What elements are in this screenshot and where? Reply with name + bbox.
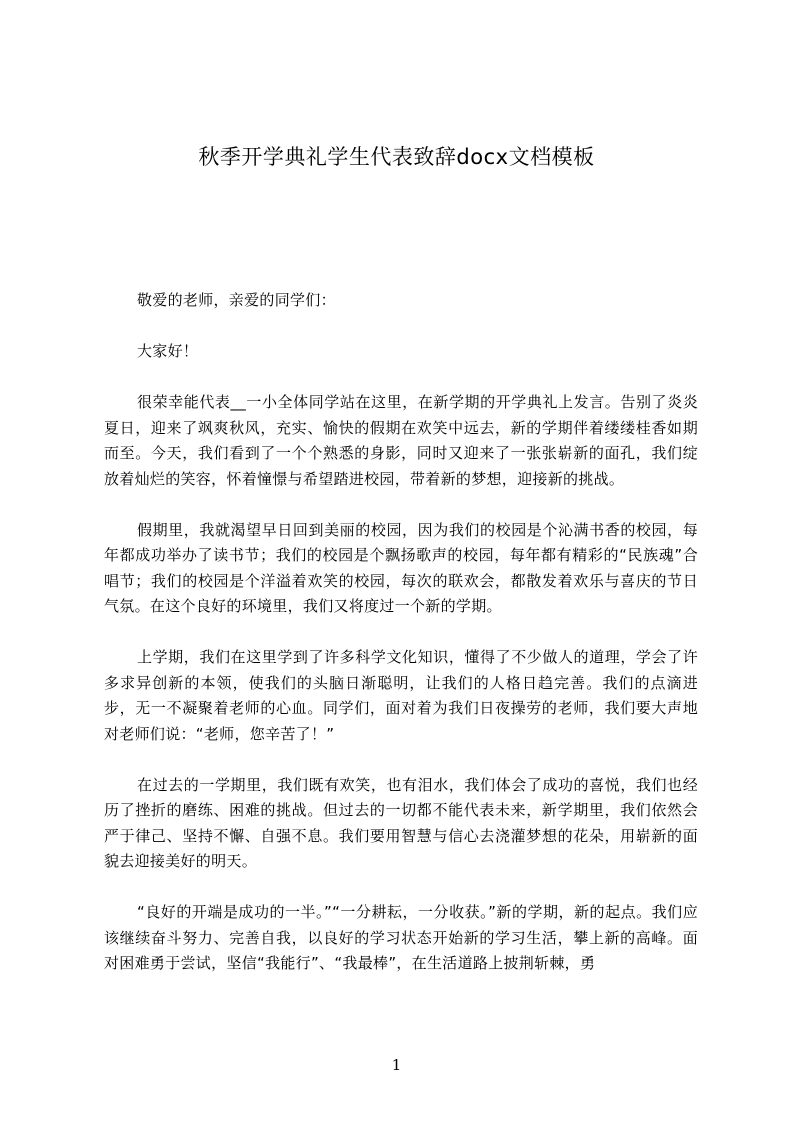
- body-paragraph: 在过去的一学期里，我们既有欢笑，也有泪水，我们体会了成功的喜悦，我们也经历了挫折的磨练、困难的挑战。但过去的一切都不能代表未来，新学期里，我们依然会严于律己、坚持不懈、自强不息。我们要用智慧与信心去浇灌梦想的花朵，用崭新的面貌去迎接美好的明天。: [104, 775, 698, 870]
- greeting-paragraph: 大家好！: [137, 342, 199, 360]
- salutation-paragraph: 敬爱的老师，亲爱的同学们：: [137, 291, 336, 309]
- body-paragraph: 假期里，我就渴望早日回到美丽的校园，因为我们的校园是个沁满书香的校园，每年都成功举办了读书节；我们的校园是个飘扬歌声的校园，每年都有精彩的“民族魂”合唱节；我们的校园是个洋溢着欢笑的校园，每次的联欢会，都散发着欢乐与喜庆的节日气氛。在这个良好的环境里，我们又将度过一个新的学期。: [104, 520, 698, 615]
- body-paragraph: “良好的开端是成功的一半。”“一分耕耘，一分收获。”新的学期，新的起点。我们应该继续奋斗努力、完善自我，以良好的学习状态开始新的学习生活，攀上新的高峰。面对困难勇于尝试，坚信“我能行”、“我最棒”，在生活道路上披荆斩棘，勇: [104, 903, 698, 972]
- body-paragraph: 上学期，我们在这里学到了许多科学文化知识，懂得了不少做人的道理，学会了许多求异创新的本领，使我们的头脑日渐聪明，让我们的人格日趋完善。我们的点滴进步，无一不凝聚着老师的心血。同学们，面对着为我们日夜操劳的老师，我们要大声地对老师们说：“老师，您辛苦了！”: [104, 648, 698, 743]
- document-title: 秋季开学典礼学生代表致辞docx文档模板: [198, 145, 595, 169]
- body-paragraph: 很荣幸能代表__一小全体同学站在这里，在新学期的开学典礼上发言。告别了炎炎夏日，迎来了飒爽秋风，充实、愉快的假期在欢笑中远去，新的学期伴着缕缕桂香如期而至。今天，我们看到了一个个熟悉的身影，同时又迎来了一张张崭新的面孔，我们绽放着灿烂的笑容，怀着憧憬与希望踏进校园，带着新的梦想，迎接新的挑战。: [104, 393, 698, 488]
- document-body: [104, 288, 698, 1002]
- page-number: 1: [391, 1056, 402, 1074]
